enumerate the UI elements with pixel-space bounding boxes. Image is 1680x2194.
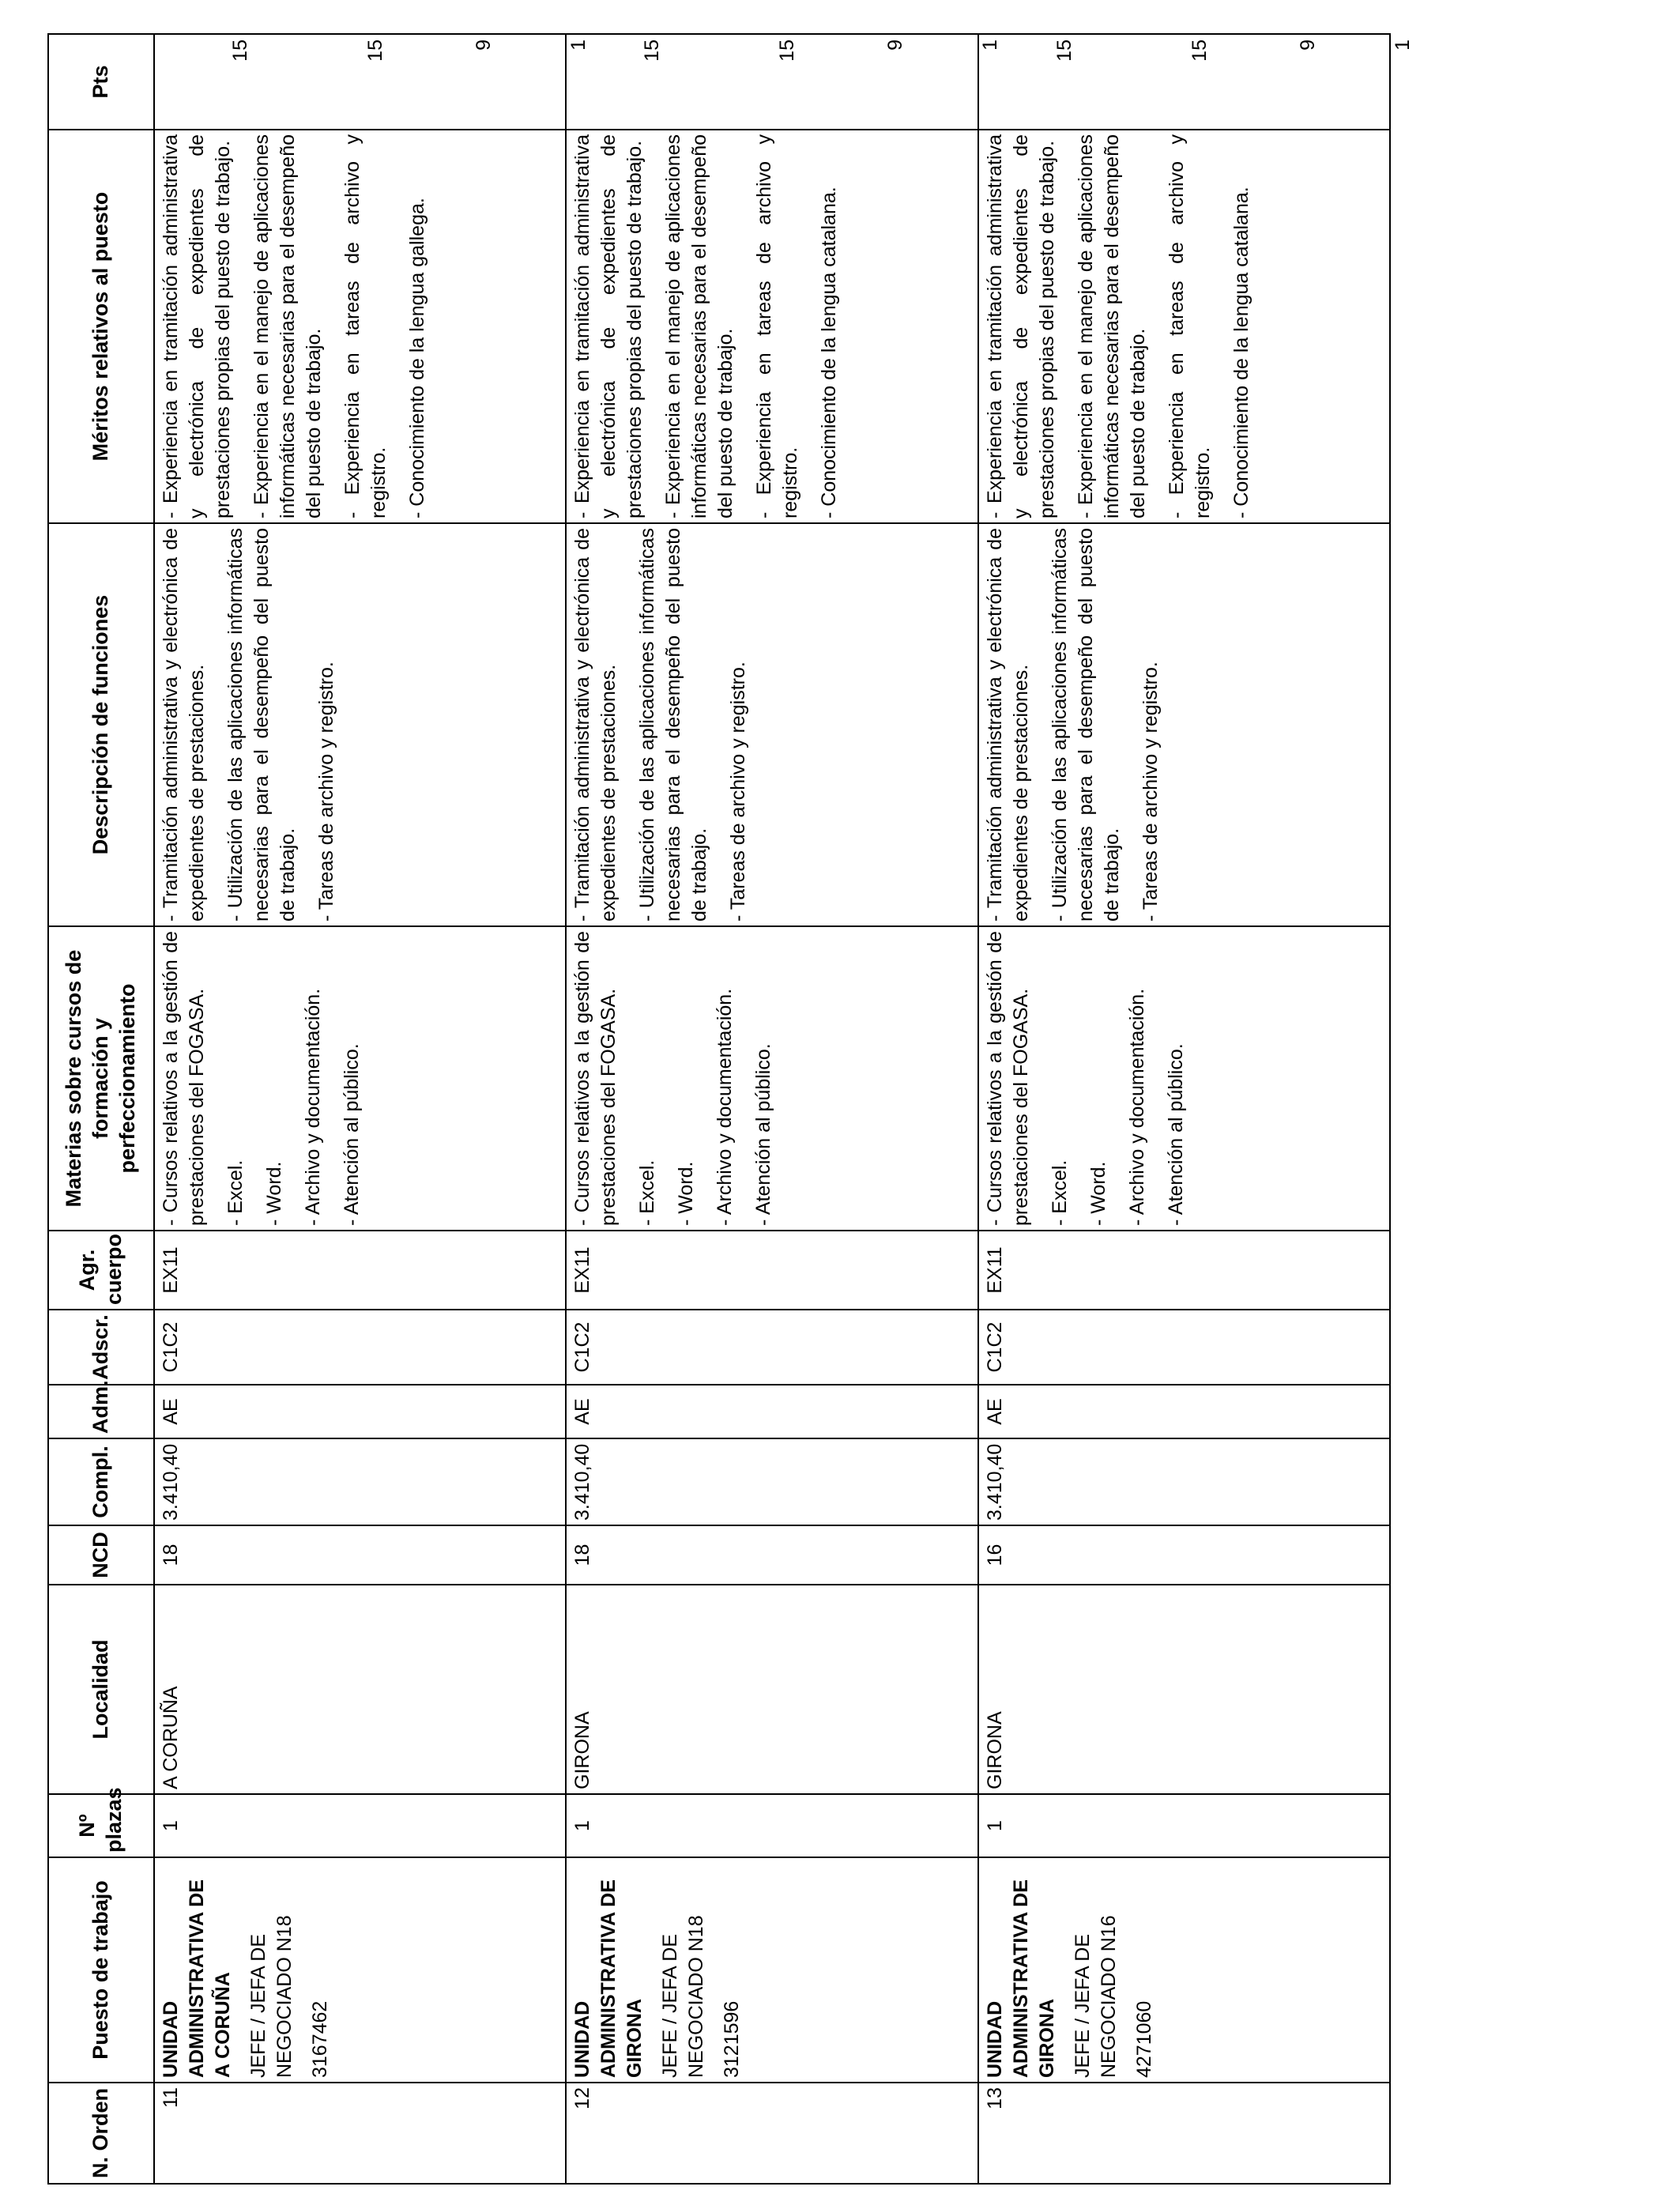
merito-item: - Experiencia en el manejo de aplicaciones informáticas necesarias para el desempeño del puesto de trabajo. (1074, 134, 1149, 518)
pts-value: 15 (1188, 40, 1211, 62)
positions-table (47, 33, 1414, 2185)
pts-value: 15 (229, 40, 251, 62)
merito-item: - Experiencia en tramitación administrativa y electrónica de expedientes de prestaciones propias del puesto de trabajo. (571, 134, 646, 518)
merito-item: - Experiencia en el manejo de aplicaciones informáticas necesarias para el desempeño del puesto de trabajo. (250, 134, 325, 518)
adscr-cell: C1C2 (978, 1310, 1390, 1385)
pts-cell (978, 34, 1414, 130)
agr-cell: EX11 (566, 1231, 977, 1310)
materias-cell (566, 926, 977, 1231)
puesto-cell (154, 1857, 566, 2083)
pts-value: 9 (1296, 40, 1319, 51)
merito-item: - Experiencia en tramitación administrativa y electrónica de expedientes de prestaciones propias del puesto de trabajo. (160, 134, 234, 518)
meritos-cell (978, 130, 1390, 523)
funcion-item: - Tramitación administrativa y electrónica de expedientes de prestaciones. (160, 528, 208, 922)
localidad-cell: GIRONA (978, 1585, 1390, 1794)
pts-value: 15 (364, 40, 386, 62)
merito-item: - Experiencia en tareas de archivo y registro. (341, 134, 390, 518)
pts-value: 15 (776, 40, 799, 62)
puesto-code: 3121596 (721, 2000, 744, 2078)
funcion-item: - Tramitación administrativa y electrónica de expedientes de prestaciones. (983, 528, 1032, 922)
materia-item: - Archivo y documentación. (714, 988, 736, 1226)
plazas-cell: 1 (566, 1794, 977, 1857)
header-plazas: Nº plazas (48, 1794, 154, 1857)
ncd-cell: 16 (978, 1525, 1390, 1585)
unidad-name: UNIDAD ADMINISTRATIVA DE A CORUÑA (160, 1879, 234, 2078)
materia-item: - Word. (263, 1161, 285, 1226)
materia-item: - Excel. (224, 1159, 247, 1226)
header-compl: Compl. (48, 1438, 154, 1525)
materia-item: - Excel. (1048, 1159, 1071, 1226)
pts-value: 1 (567, 40, 590, 51)
funcion-item: - Tareas de archivo y registro. (315, 662, 337, 922)
plazas-cell: 1 (978, 1794, 1390, 1857)
materias-cell (154, 926, 566, 1231)
merito-item: - Conocimiento de la lengua catalana. (818, 187, 841, 518)
ncd-cell: 18 (154, 1525, 566, 1585)
materia-item: - Cursos relativos a la gestión de prestaciones del FOGASA. (571, 931, 620, 1226)
funcion-item: - Tareas de archivo y registro. (727, 662, 750, 922)
unidad-name: UNIDAD ADMINISTRATIVA DE GIRONA (983, 1879, 1058, 2078)
header-orden: N. Orden (48, 2083, 154, 2184)
pts-value: 1 (1391, 40, 1414, 51)
agr-cell: EX11 (154, 1231, 566, 1310)
materia-item: - Archivo y documentación. (302, 988, 324, 1226)
puesto-cell (566, 1857, 977, 2083)
adscr-cell: C1C2 (154, 1310, 566, 1385)
funcion-item: - Utilización de las aplicaciones informáticas necesarias para el desempeño del puesto de trabajo. (1048, 528, 1123, 922)
puesto-name: JEFE / JEFA DE NEGOCIADO N18 (659, 1915, 708, 2078)
puesto-cell (978, 1857, 1390, 2083)
materia-item: - Archivo y documentación. (1125, 988, 1148, 1226)
agr-cell: EX11 (978, 1231, 1390, 1310)
header-pts: Pts (48, 34, 154, 130)
adm-cell: AE (154, 1385, 566, 1438)
funcion-item: - Tramitación administrativa y electrónica de expedientes de prestaciones. (571, 528, 620, 922)
ncd-cell: 18 (566, 1525, 977, 1585)
funcion-item: - Utilización de las aplicaciones informáticas necesarias para el desempeño del puesto de trabajo. (636, 528, 711, 922)
merito-item: - Experiencia en tramitación administrativa y electrónica de expedientes de prestaciones propias del puesto de trabajo. (983, 134, 1058, 518)
compl-cell: 3.410,40 (154, 1438, 566, 1525)
header-adscr: Adscr. (48, 1310, 154, 1385)
header-materias: Materias sobre cursos de formación y perfeccionamiento (48, 926, 154, 1231)
materia-item: - Excel. (636, 1159, 659, 1226)
header-puesto: Puesto de trabajo (48, 1857, 154, 2083)
pts-cell (154, 34, 590, 130)
materia-item: - Atención al público. (341, 1043, 363, 1226)
table-row (978, 34, 1390, 2184)
adm-cell: AE (978, 1385, 1390, 1438)
merito-item: - Experiencia en tareas de archivo y registro. (1165, 134, 1214, 518)
puesto-code: 3167462 (309, 2000, 331, 2078)
localidad-cell: A CORUÑA (154, 1585, 566, 1794)
funciones-cell (154, 523, 566, 926)
pts-value: 15 (1053, 40, 1075, 62)
merito-item: - Experiencia en tareas de archivo y registro. (753, 134, 802, 518)
merito-item: - Conocimiento de la lengua gallega. (406, 198, 428, 518)
materia-item: - Atención al público. (752, 1043, 775, 1226)
puesto-name: JEFE / JEFA DE NEGOCIADO N18 (247, 1915, 296, 2078)
materia-item: - Cursos relativos a la gestión de prestaciones del FOGASA. (983, 931, 1032, 1226)
meritos-cell (566, 130, 977, 523)
header-ncd: NCD (48, 1525, 154, 1585)
unidad-name: UNIDAD ADMINISTRATIVA DE GIRONA (571, 1879, 646, 2078)
adm-cell: AE (566, 1385, 977, 1438)
header-funciones: Descripción de funciones (48, 523, 154, 926)
pts-value: 15 (641, 40, 664, 62)
header-localidad: Localidad (48, 1585, 154, 1794)
header-meritos: Méritos relativos al puesto (48, 130, 154, 523)
localidad-cell: GIRONA (566, 1585, 977, 1794)
materia-item: - Atención al público. (1164, 1043, 1187, 1226)
pts-cell (566, 34, 1002, 130)
merito-item: - Experiencia en el manejo de aplicaciones informáticas necesarias para el desempeño del puesto de trabajo. (662, 134, 737, 518)
orden-cell: 13 (978, 2083, 1390, 2184)
materia-item: - Cursos relativos a la gestión de prestaciones del FOGASA. (160, 931, 208, 1226)
funciones-cell (566, 523, 977, 926)
table-row (154, 34, 566, 2184)
funciones-cell (978, 523, 1390, 926)
header-agr: Agr. cuerpo (48, 1231, 154, 1310)
plazas-cell: 1 (154, 1794, 566, 1857)
header-row (48, 34, 154, 2184)
merito-item: - Conocimiento de la lengua catalana. (1230, 187, 1252, 518)
meritos-cell (154, 130, 566, 523)
pts-value: 9 (884, 40, 907, 51)
orden-cell: 12 (566, 2083, 977, 2184)
funcion-item: - Utilización de las aplicaciones informáticas necesarias para el desempeño del puesto de trabajo. (224, 528, 299, 922)
materia-item: - Word. (675, 1161, 698, 1226)
pts-value: 9 (473, 40, 495, 51)
puesto-name: JEFE / JEFA DE NEGOCIADO N16 (1071, 1915, 1120, 2078)
adscr-cell: C1C2 (566, 1310, 977, 1385)
compl-cell: 3.410,40 (978, 1438, 1390, 1525)
funcion-item: - Tareas de archivo y registro. (1139, 662, 1162, 922)
orden-cell: 11 (154, 2083, 566, 2184)
compl-cell: 3.410,40 (566, 1438, 977, 1525)
puesto-code: 4271060 (1132, 2000, 1155, 2078)
materia-item: - Word. (1087, 1161, 1109, 1226)
materias-cell (978, 926, 1390, 1231)
pts-value: 1 (979, 40, 1002, 51)
table-row (566, 34, 977, 2184)
header-adm: Adm. (48, 1385, 154, 1438)
